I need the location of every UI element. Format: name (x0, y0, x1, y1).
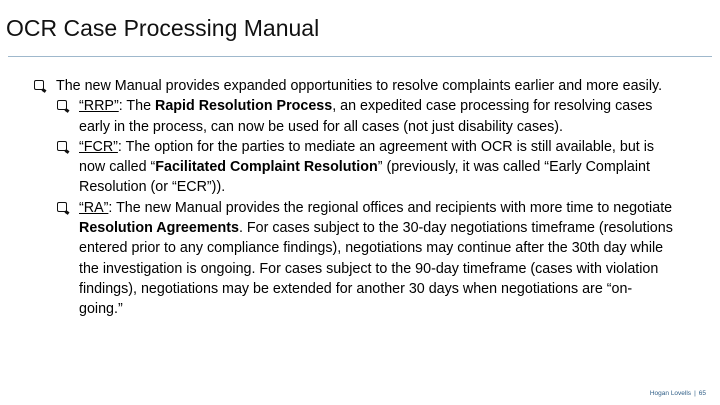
fcr-label: “FCR” (79, 138, 118, 155)
checkbox-bullet-icon (57, 100, 67, 110)
footer-separator: | (694, 390, 696, 397)
fcr-bold: Facilitated Complaint Resolution (155, 159, 378, 176)
checkbox-bullet-icon (34, 80, 44, 90)
intro-text: The new Manual provides expanded opportunities to resolve complaints earlier and more easily. (56, 78, 663, 94)
sub-bullet-ra (57, 198, 674, 320)
sub-bullet-rrp (57, 96, 674, 137)
fcr-text-b: ” (previously, it was called “Early Complaint Resolution (or “ECR”)). (79, 159, 650, 196)
ra-text-b: . For cases subject to the 30-day negotiations timeframe (resolutions entered prior to any compliance findings), negotiations may continue after the 30th day while the investigation is ongoing. For cases subject to the 90-day timeframe (cases with violation findings), negotiations may be extended for another 30 days when negotiations are “on-going.” (79, 220, 673, 318)
ra-bold: Resolution Agreements (79, 220, 239, 237)
rrp-text-a: : The (118, 98, 156, 115)
page-number: 65 (698, 390, 706, 397)
slide-body (34, 76, 674, 320)
page-title: OCR Case Processing Manual (6, 15, 320, 41)
title-divider (8, 56, 712, 57)
fcr-text-a: : The option for the parties to mediate an agreement with OCR is still available, but is now called “ (79, 138, 655, 176)
footer-brand: Hogan Lovells (649, 390, 692, 397)
sub-bullet-fcr (57, 137, 674, 198)
ra-label: “RA” (79, 199, 109, 216)
rrp-label: “RRP” (79, 98, 119, 115)
slide-footer (650, 390, 706, 397)
checkbox-bullet-icon (57, 202, 67, 212)
bullet-intro (34, 76, 674, 96)
ra-text-a: : The new Manual provides the regional offices and recipients with more time to negotiate (108, 199, 673, 216)
rrp-text-b: , an expedited case processing for resolving cases early in the process, can now be used for all cases (not just disability cases). (79, 98, 653, 135)
rrp-bold: Rapid Resolution Process (155, 98, 333, 115)
checkbox-bullet-icon (57, 141, 67, 151)
